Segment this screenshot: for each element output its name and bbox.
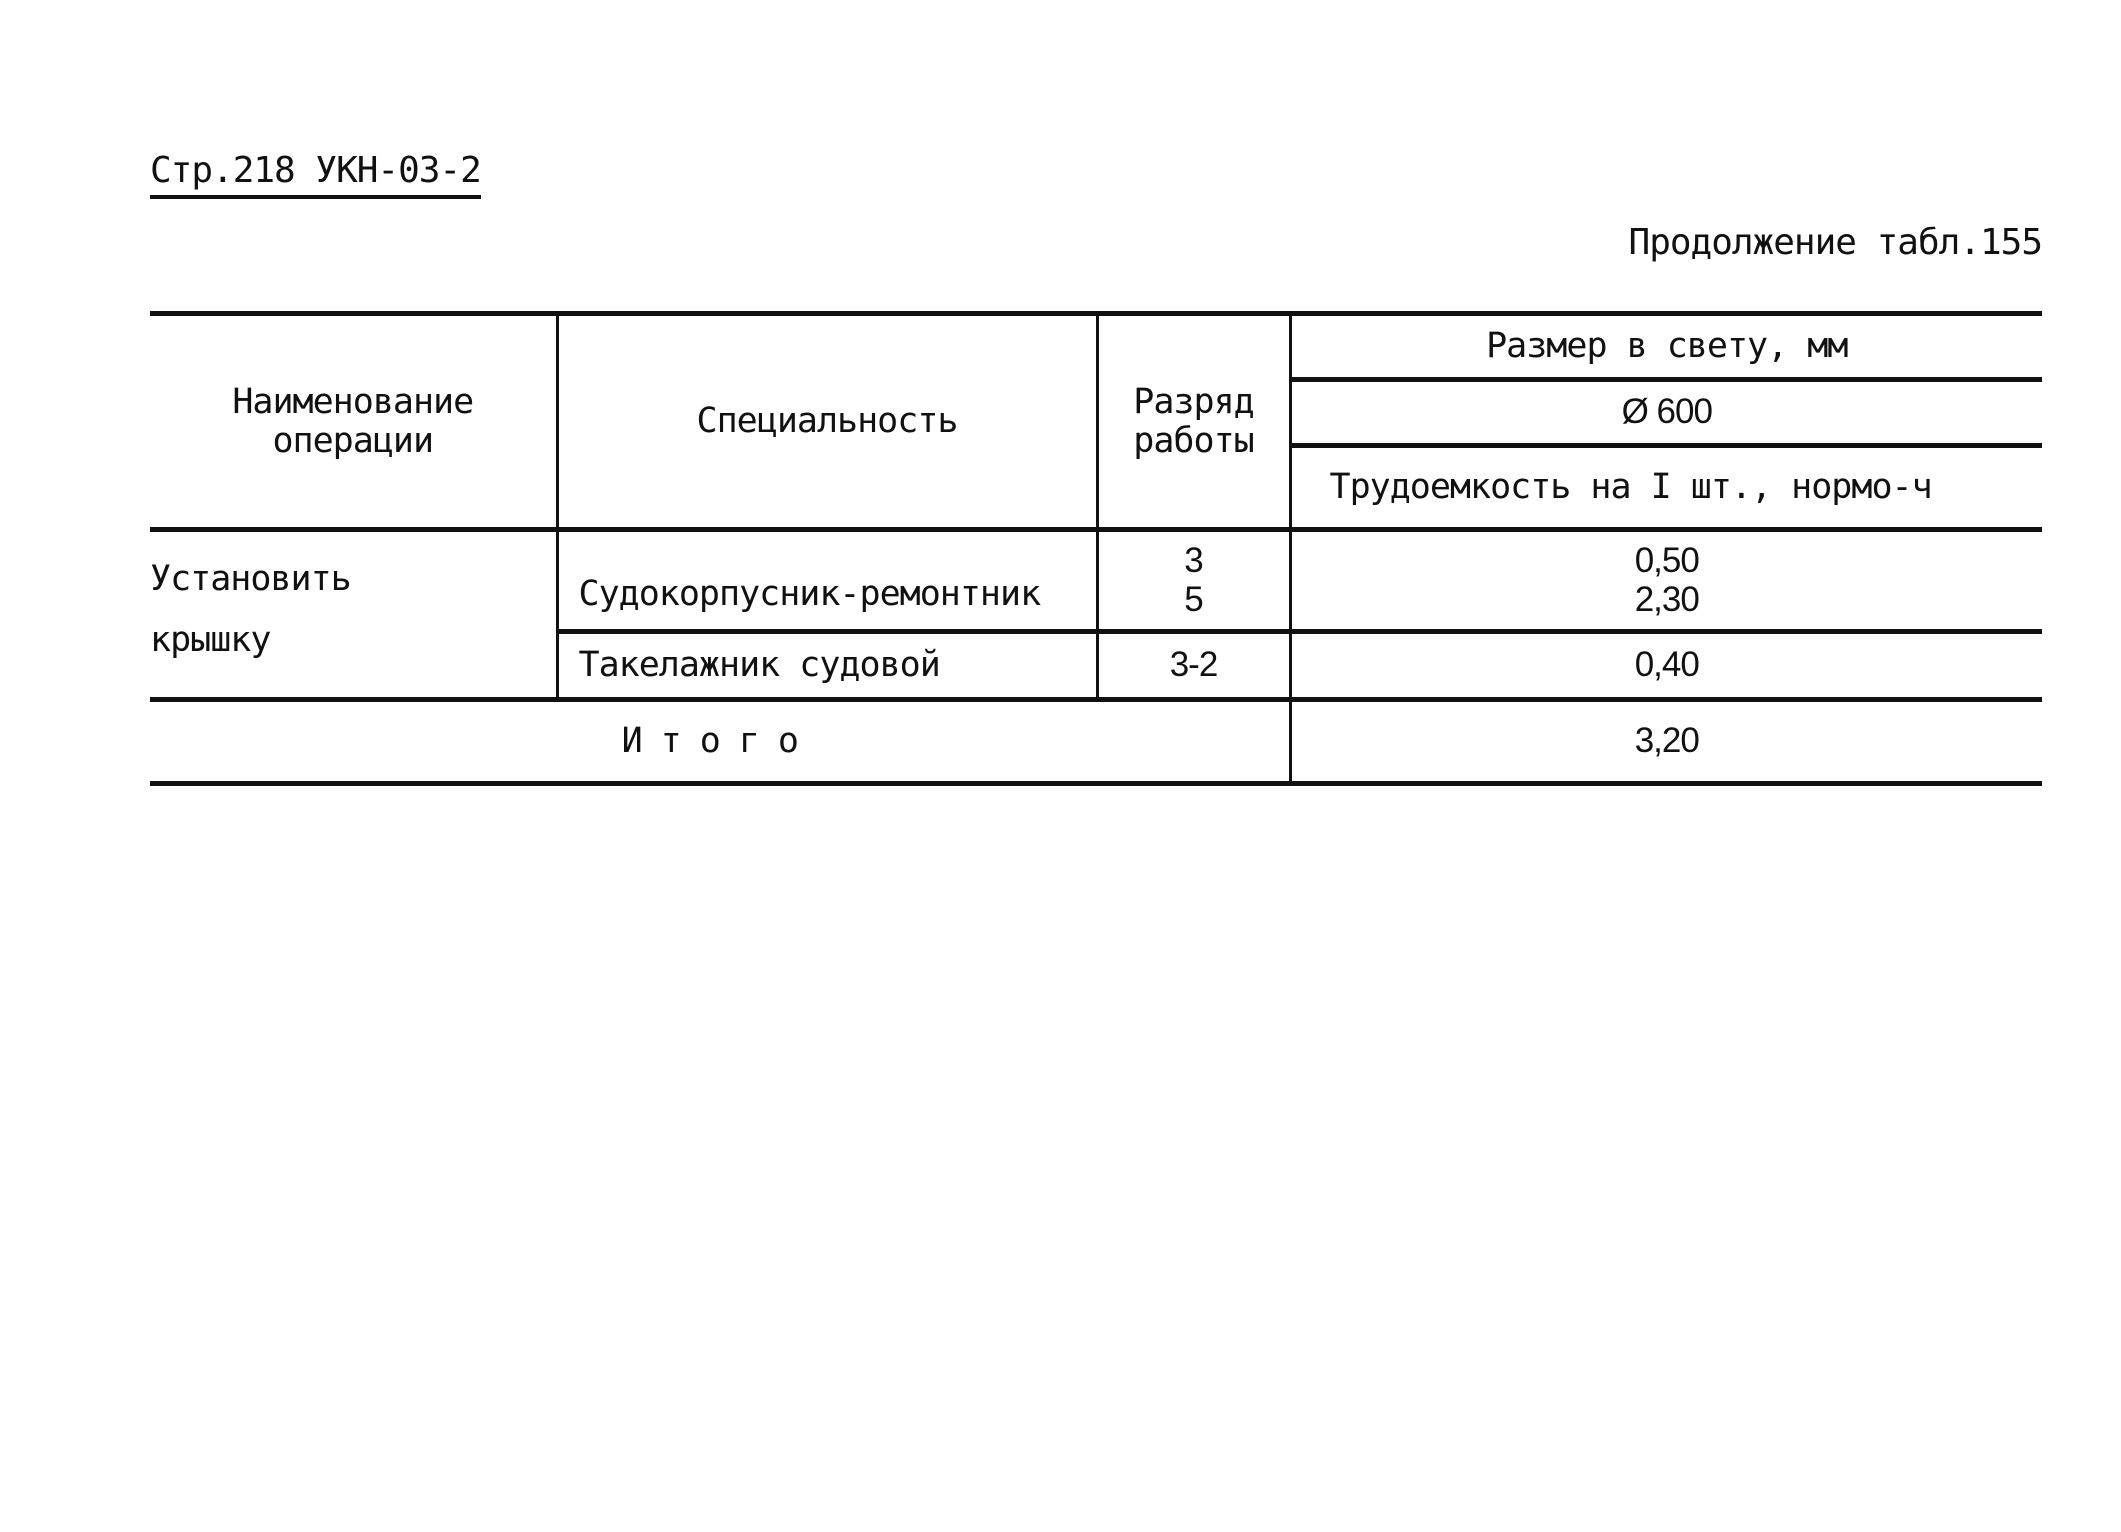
grade-cell xyxy=(1097,530,1290,632)
header-size-group: Размер в свету, мм xyxy=(1290,314,2042,380)
header-size-value: Ø 600 xyxy=(1290,380,2042,446)
grade-value: 5 xyxy=(1184,579,1203,619)
grade-cell: 3-2 xyxy=(1097,632,1290,700)
total-row xyxy=(150,700,2042,784)
header-grade-line2: работы xyxy=(1133,420,1254,461)
total-label xyxy=(150,700,1290,784)
header-row xyxy=(150,314,2042,380)
table-row xyxy=(150,530,2042,632)
grade-value: 3 xyxy=(1184,541,1203,580)
operation-line2: крышку xyxy=(150,619,271,660)
header-operation-line2: операции xyxy=(272,420,434,461)
labor-cell xyxy=(1290,530,2042,632)
header-operation xyxy=(150,314,557,530)
page-reference: Стр.218 УКН-03-2 xyxy=(150,150,481,199)
specialty-cell: Судокорпусник-ремонтник xyxy=(557,530,1097,632)
header-grade-line1: Разряд xyxy=(1133,382,1254,422)
total-value: 3,20 xyxy=(1290,700,2042,784)
header-labor: Трудоемкость на I шт., нормо-ч xyxy=(1290,446,2042,530)
labor-cell: 0,40 xyxy=(1290,632,2042,700)
labor-value: 0,50 xyxy=(1634,541,1699,580)
header-operation-line1: Наименование xyxy=(232,382,474,422)
operation-cell xyxy=(150,530,557,700)
header-grade xyxy=(1097,314,1290,530)
operation-line1: Установить xyxy=(150,559,351,599)
table-continuation-label: Продолжение табл.155 xyxy=(1628,222,2042,263)
header-specialty: Специальность xyxy=(557,314,1097,530)
labor-value: 2,30 xyxy=(1634,579,1699,619)
labor-norms-table xyxy=(150,311,2042,786)
total-label-text: Итого xyxy=(621,721,817,762)
specialty-cell: Такелажник судовой xyxy=(557,632,1097,700)
